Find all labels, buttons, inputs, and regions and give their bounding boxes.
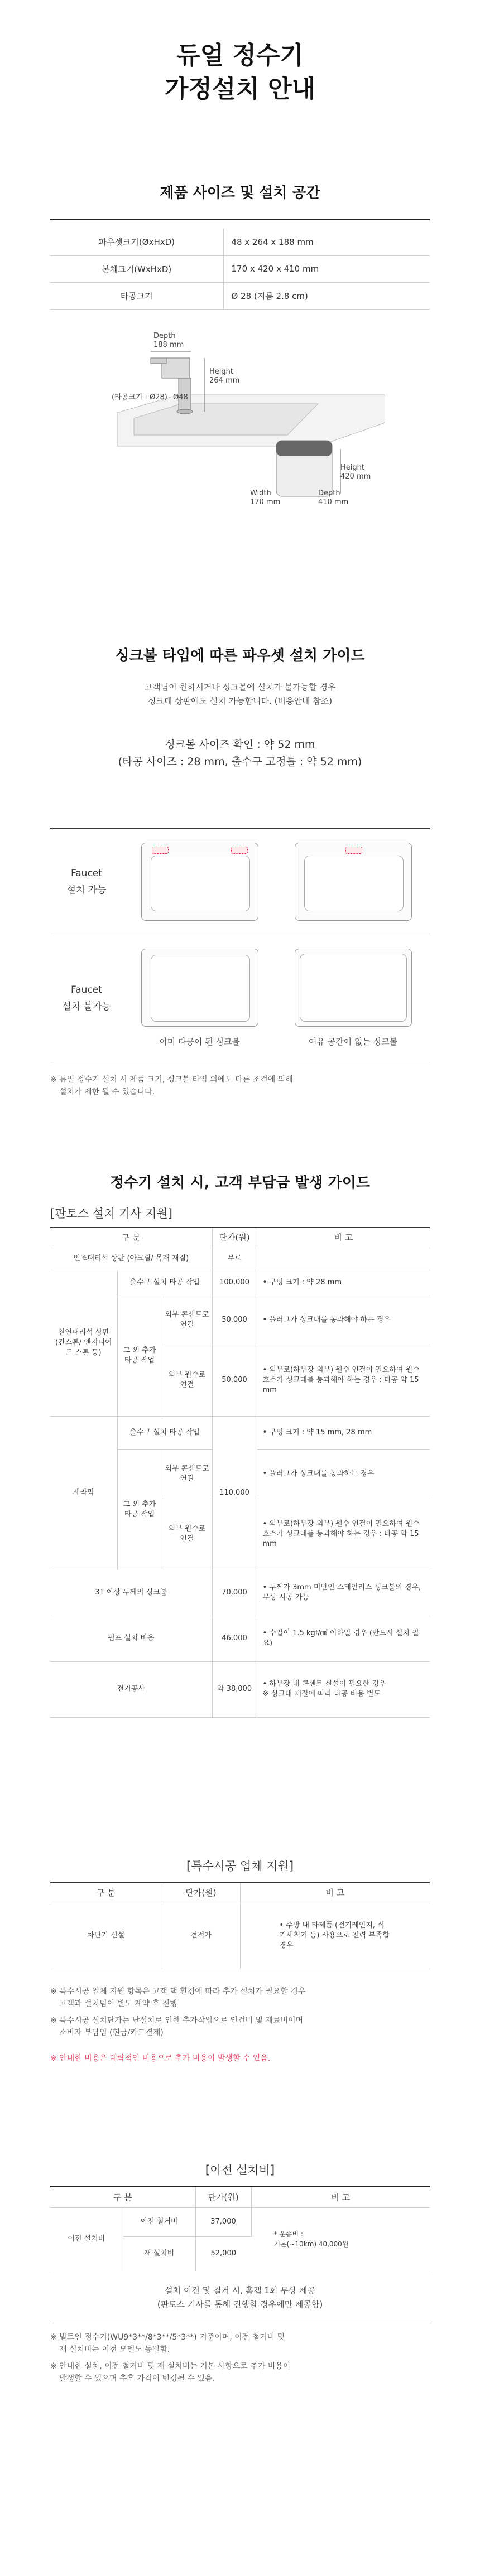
spec-value: 170 x 420 x 410 mm (223, 255, 430, 282)
note: • 구멍 크기 : 약 28 mm (257, 1270, 430, 1296)
unit-height-value: 420 mm (340, 472, 371, 481)
header-price: 단가(원) (212, 1227, 257, 1248)
relocation-notes: ※ 빌트인 정수기(WU9*3**/8*3**/5*3**) 기준이며, 이전 철거비 및 재 설치비는 이전 모델도 동일함. ※ 안내한 설치, 이전 철거비 및 재 설치비는 기본 사항으로 추가 비용이 발생할 수 있으며 추후 가격이 변경될 수 있음. (50, 2333, 291, 2383)
section-divider (50, 219, 430, 220)
sink-size-check (0, 736, 480, 771)
row-label: Faucet 설치 불가능 (62, 984, 111, 1012)
cost-warning: ※ 안내한 비용은 대략적인 비용으로 추가 비용이 발생할 수 있음. (50, 2054, 271, 2063)
sink-caption: 여유 공간이 없는 싱크볼 (308, 1037, 398, 1047)
unit-depth-value: 410 mm (318, 498, 349, 506)
check-line: 싱크볼 사이즈 확인 : 약 52 mm (165, 738, 315, 751)
note: • 수압이 1.5 kgf/㎠ 이하일 경우 (반드시 설치 필요) (257, 1616, 430, 1661)
extra-hole-work: 그 외 추가 타공 작업 (117, 1296, 162, 1416)
hose-connection: 외부 원수로 연결 (162, 1499, 212, 1570)
outlet-connection: 외부 콘센트로 연결 (162, 1449, 212, 1499)
countertop-illustration (117, 395, 385, 446)
header-note: 비 고 (257, 1227, 430, 1248)
special-notes: ※ 특수시공 업체 지원 항목은 고객 댁 환경에 따라 추가 설치가 필요할 경우 고객과 설치팀이 별도 계약 후 진행 ※ 특수시공 설치단가는 난설치로 인한 추가작업으로 인건비 및 재료비이며 소비자 부담임 (현금/카드결제) (50, 1987, 306, 2037)
note: • 두께가 3mm 미만인 스테인리스 싱크볼의 경우, 무상 시공 가능 (257, 1570, 430, 1616)
note: • 플러그가 싱크대를 통과하는 경우 (257, 1449, 430, 1499)
depth-label: Depth (153, 332, 176, 340)
note: • 외부로(하부장 외부) 원수 연결이 필요하여 원수 호스가 싱크대를 통과해야 하는 경우 : 타공 약 15 mm (257, 1345, 430, 1416)
sink-image (141, 843, 258, 921)
height-value: 264 mm (209, 376, 240, 385)
extra-hole-work: 그 외 추가 타공 작업 (117, 1449, 162, 1570)
spec-label: 파우셋크기(ØxHxD) (50, 229, 223, 255)
faucet-hole-work: 출수구 설치 타공 작업 (117, 1270, 212, 1296)
depth-value: 188 mm (153, 341, 184, 349)
unit-width-label: Width (250, 489, 271, 497)
unit-depth-label: Depth (318, 489, 340, 497)
sink-image-cell (276, 934, 430, 1062)
group-ceramic: 세라믹 (50, 1416, 117, 1570)
pantos-support-subtitle: [판토스 설치 기사 지원] (50, 1207, 172, 1220)
header-note: 비 고 (251, 2187, 430, 2207)
sink-image-cell (123, 829, 276, 934)
price: 100,000 (212, 1270, 257, 1296)
price: 110,000 (212, 1416, 257, 1570)
row-label: Faucet 설치 가능 (66, 867, 107, 896)
desc-line: 싱크대 상판에도 설치 가능합니다. (비용안내 참조) (147, 696, 333, 706)
sink-image-cell (276, 829, 430, 934)
special-table (50, 1882, 430, 1969)
price: 46,000 (212, 1616, 257, 1661)
faucet-spot-marker (152, 847, 169, 854)
sink-row-impossible (50, 934, 430, 1062)
spec-value: Ø 28 (지름 2.8 cm) (223, 282, 430, 309)
product-size-illustration (95, 329, 385, 508)
unit-width-value: 170 mm (250, 498, 281, 506)
cost-guide-title: 정수기 설치 시, 고객 부담금 발생 가이드 (109, 1175, 371, 1191)
row-reinstall: 재 설치비 (123, 2236, 195, 2271)
hose-connection: 외부 원수로 연결 (162, 1345, 212, 1416)
sink-caption: 이미 타공이 된 싱크볼 (159, 1037, 240, 1047)
spec-label: 본체크기(WxHxD) (50, 255, 223, 282)
page-title (0, 39, 480, 106)
row-3t-sink: 3T 이상 두께의 싱크볼 (50, 1570, 212, 1616)
diameter-label: Ø48 (173, 393, 188, 402)
water-unit-illustration (276, 441, 332, 496)
row-artificial-stone: 인조대리석 상판 (아크릴/ 목재 재질) (50, 1248, 212, 1270)
spec-row (50, 229, 430, 255)
sink-guide-title: 싱크볼 타입에 따른 파우셋 설치 가이드 (115, 647, 365, 664)
hole-size-label: (타공크기 : Ø28) (112, 393, 167, 402)
height-label: Height (209, 368, 233, 376)
spec-value: 48 x 264 x 188 mm (223, 229, 430, 255)
header-type: 구 분 (50, 1227, 212, 1248)
sink-image-cell (123, 934, 276, 1062)
title-line-2: 가정설치 안내 (164, 75, 316, 103)
note: • 외부로(하부장 외부) 원수 연결이 필요하여 원수 호스가 싱크대를 통과해야 하는 경우 : 타공 약 15 mm (257, 1499, 430, 1570)
note: • 구멍 크기 : 약 15 mm, 28 mm (257, 1416, 430, 1449)
special-subtitle: [특수시공 업체 지원] (186, 1859, 294, 1873)
sink-image (295, 843, 412, 921)
sink-note: ※ 듀얼 정수기 설치 시 제품 크기, 싱크볼 타입 외에도 다른 조건에 의해 설치가 제한 될 수 있습니다. (50, 1075, 293, 1096)
faucet-hole-work: 출수구 설치 타공 작업 (117, 1416, 212, 1449)
price: 견적가 (162, 1903, 240, 1969)
sink-type-table (50, 828, 430, 1062)
note: • 하부장 내 콘센트 신설이 필요한 경우 ※ 싱크대 재질에 따라 타공 비용 별도 (257, 1661, 430, 1717)
relocation-table (50, 2187, 430, 2271)
note: • 플러그가 싱크대를 통과해야 하는 경우 (257, 1296, 430, 1345)
price: 52,000 (195, 2236, 251, 2271)
price: 50,000 (212, 1296, 257, 1345)
row-removal: 이전 철거비 (123, 2207, 195, 2236)
spec-row (50, 255, 430, 282)
header-note: 비 고 (240, 1883, 430, 1903)
row-pump: 펌프 설치 비용 (50, 1616, 212, 1661)
spec-section-title: 제품 사이즈 및 설치 공간 (160, 185, 320, 201)
price: 50,000 (212, 1345, 257, 1416)
transport-note: * 운송비 : 기본(~10km) 40,000원 (251, 2207, 430, 2271)
unit-height-label: Height (340, 463, 364, 472)
outlet-connection: 외부 콘센트로 연결 (162, 1296, 212, 1345)
header-type: 구 분 (50, 2187, 195, 2207)
cost-table (50, 1227, 430, 1718)
group-natural-stone: 천연대리석 상판 (칸스톤/ 엔지니어드 스톤 등) (50, 1270, 117, 1416)
price: 약 38,000 (212, 1661, 257, 1717)
spec-label: 타공크기 (50, 282, 223, 309)
price: 무료 (212, 1248, 257, 1270)
header-price: 단가(원) (162, 1883, 240, 1903)
relocation-info: 설치 이전 및 철거 시, 홈캡 1회 무상 제공 (판토스 기사를 통해 진행할 경우에만 제공함) (157, 2285, 323, 2309)
faucet-spot-marker (231, 847, 248, 854)
price: 70,000 (212, 1570, 257, 1616)
group-relocation: 이전 설치비 (50, 2207, 123, 2271)
spec-table (50, 229, 430, 310)
faucet-spot-marker (345, 847, 362, 854)
sink-guide-desc (0, 680, 480, 708)
note: • 주방 내 타제품 (전기레인지, 식기세척기 등) 사용으로 전력 부족할 경우 (240, 1903, 430, 1969)
spec-row (50, 282, 430, 309)
desc-line: 고객님이 원하시거나 싱크볼에 설치가 불가능할 경우 (144, 682, 336, 692)
header-price: 단가(원) (195, 2187, 251, 2207)
title-line-1: 듀얼 정수기 (176, 41, 304, 70)
header-type: 구 분 (50, 1883, 162, 1903)
sink-row-possible (50, 828, 430, 934)
relocation-subtitle: [이전 설치비] (205, 2163, 275, 2177)
row-electrical: 전기공사 (50, 1661, 212, 1717)
check-line: (타공 사이즈 : 28 mm, 출수구 고정틀 : 약 52 mm) (118, 756, 362, 768)
row-breaker: 차단기 신설 (50, 1903, 162, 1969)
sink-image (141, 949, 258, 1027)
sink-image (295, 949, 412, 1027)
price: 37,000 (195, 2207, 251, 2236)
